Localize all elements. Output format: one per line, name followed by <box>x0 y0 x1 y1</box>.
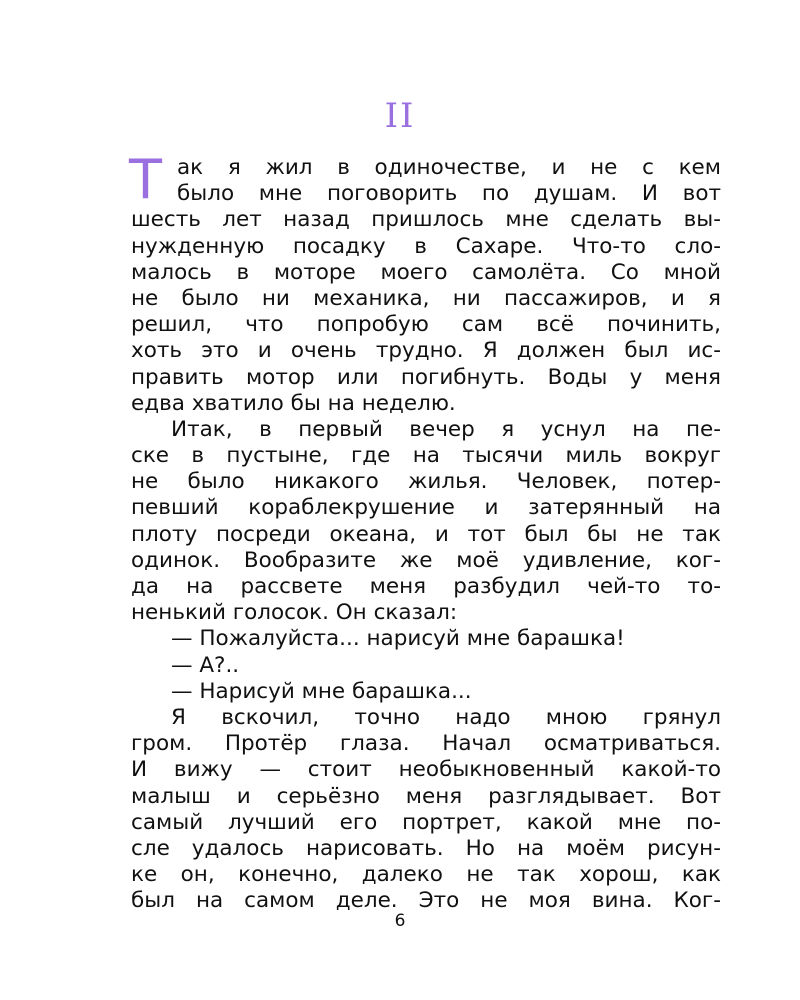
text-line: нужденную посадку в Сахаре. Что-то сло- <box>131 233 721 259</box>
text-line: Я вскочил, точно надо мною грянул <box>171 704 721 730</box>
text-line: сле удалось нарисовать. Но на моём рисун- <box>131 835 721 861</box>
text-line: самый лучший его портрет, какой мне по- <box>131 809 721 835</box>
text-line: был на самом деле. Это не моя вина. Ког- <box>131 888 721 914</box>
text-line: да на рассвете меня разбудил чей-то то- <box>131 574 721 599</box>
text-line: певший кораблекрушение и затерянный на <box>131 495 721 521</box>
text-line: хоть это и очень трудно. Я должен был ис- <box>131 338 721 364</box>
dialogue-line: — Нарисуй мне барашка... <box>171 678 472 704</box>
text-line: ак я жил в одиночестве, и не с кем <box>177 155 721 180</box>
text-line: было мне поговорить по душам. И вот <box>177 181 721 207</box>
text-line: шесть лет назад пришлось мне сделать вы- <box>131 207 721 233</box>
text-line: едва хватило бы на неделю. <box>131 390 456 416</box>
dialogue-line: — А?.. <box>171 652 240 678</box>
text-line: решил, что попробую сам всё починить, <box>131 312 721 338</box>
text-line: И вижу — стоит необыкновенный какой-то <box>131 757 721 783</box>
text-line: малыш и серьёзно меня разглядывает. Вот <box>131 783 721 809</box>
text-line: ске в пустыне, где на тысячи миль вокруг <box>131 443 721 469</box>
body-text <box>129 148 721 914</box>
text-line: малось в моторе моего самолёта. Со мной <box>131 259 721 285</box>
text-line: гром. Протёр глаза. Начал осматриваться. <box>131 731 721 757</box>
text-line: ненький голосок. Он сказал: <box>131 600 458 626</box>
chapter-heading: II <box>384 96 416 136</box>
dialogue-line: — Пожалуйста... нарисуй мне барашка! <box>171 626 625 652</box>
text-line: ке он, конечно, далеко не так хорош, как <box>131 862 721 888</box>
text-line: править мотор или погибнуть. Воды у меня <box>131 364 721 390</box>
text-line: Итак, в первый вечер я уснул на пе- <box>171 416 721 442</box>
text-line: плоту посреди океана, и тот был бы не так <box>131 521 721 547</box>
page-number: 6 <box>394 911 406 931</box>
text-line: не было ни механика, ни пассажиров, и я <box>131 285 721 311</box>
drop-cap: Т <box>129 148 162 211</box>
text-line: не было никакого жилья. Человек, потер- <box>131 469 721 495</box>
text-line: одинок. Вообразите же моё удивление, ког- <box>131 547 721 573</box>
